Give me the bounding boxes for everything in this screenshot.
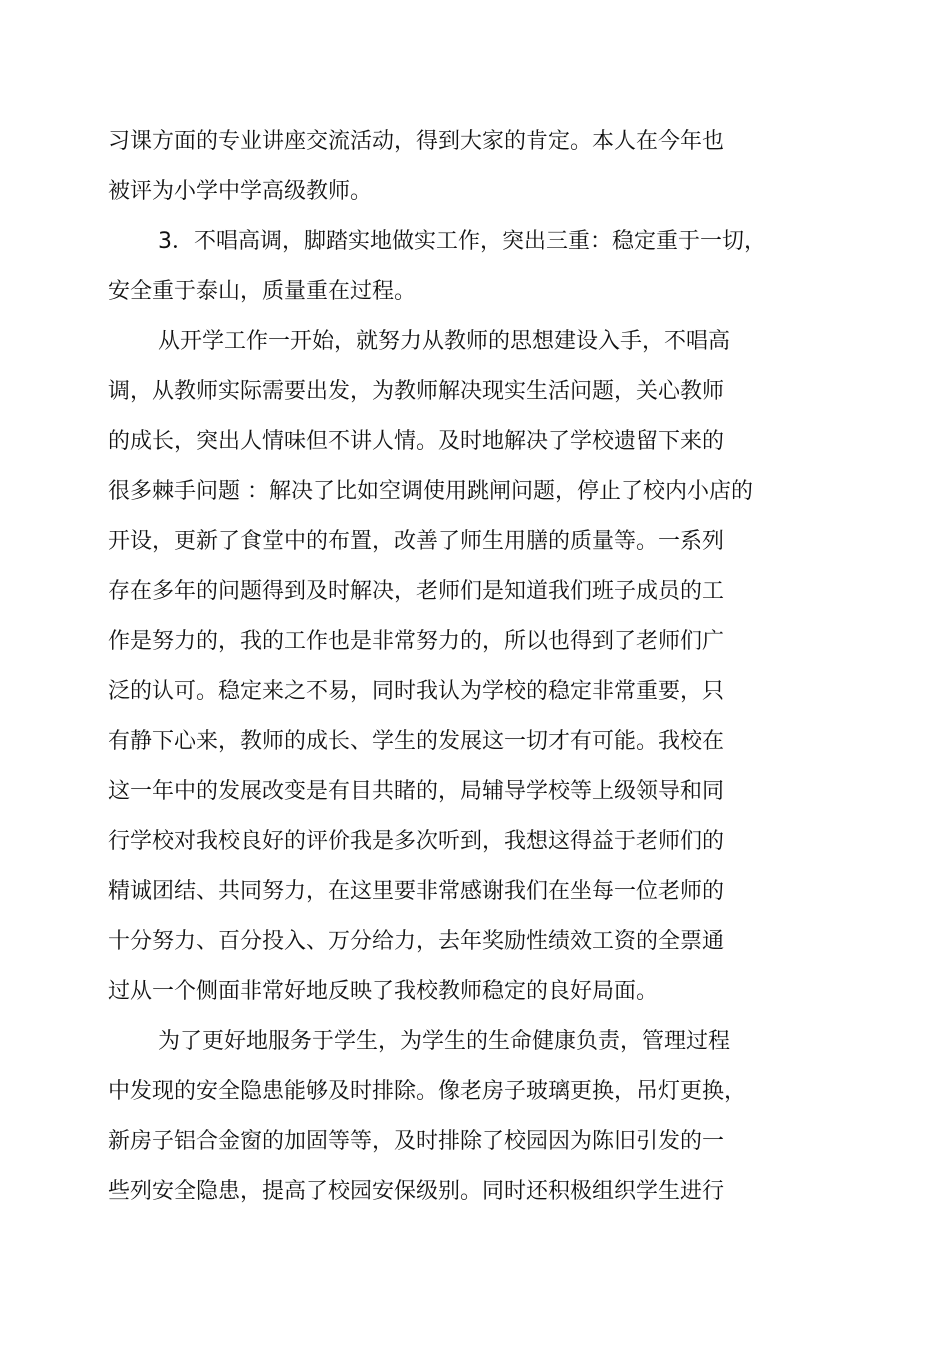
text-line: 安全重于泰山，质量重在过程。 xyxy=(108,279,417,304)
text-line: 行学校对我校良好的评价我是多次听到，我想这得益于老师们的 xyxy=(108,829,725,854)
text-line: 很多棘手问题 ：解决了比如空调使用跳闸问题，停止了校内小店的 xyxy=(108,479,753,504)
text-line: 被评为小学中学高级教师。 xyxy=(108,179,373,204)
text-line: 十分努力、百分投入、万分给力，去年奖励性绩效工资的全票通 xyxy=(108,929,725,954)
text-line: 精诚团结、共同努力，在这里要非常感谢我们在坐每一位老师的 xyxy=(108,879,725,904)
text-line: 为了更好地服务于学生，为学生的生命健康负责，管理过程 xyxy=(158,1029,731,1054)
text-line: 新房子铝合金窗的加固等等，及时排除了校园因为陈旧引发的一 xyxy=(108,1129,725,1154)
text-line: 些列安全隐患，提高了校园安保级别。同时还积极组织学生进行 xyxy=(108,1179,725,1204)
text-line: 存在多年的问题得到及时解决，老师们是知道我们班子成员的工 xyxy=(108,579,725,604)
text-line: 的成长，突出人情味但不讲人情。及时地解决了学校遗留下来的 xyxy=(108,429,725,454)
text-line: 中发现的安全隐患能够及时排除。像老房子玻璃更换，吊灯更换， xyxy=(108,1079,747,1104)
text-line: 从开学工作一开始，就努力从教师的思想建设入手，不唱高 xyxy=(158,329,731,354)
text-line: 泛的认可。稳定来之不易，同时我认为学校的稳定非常重要，只 xyxy=(108,679,725,704)
text-line: 作是努力的，我的工作也是非常努力的，所以也得到了老师们广 xyxy=(108,629,725,654)
text-line: 开设，更新了食堂中的布置，改善了师生用膳的质量等。一系列 xyxy=(108,529,725,554)
text-line: 调，从教师实际需要出发，为教师解决现实生活问题，关心教师 xyxy=(108,379,725,404)
text-line: 习课方面的专业讲座交流活动，得到大家的肯定。本人在今年也 xyxy=(108,129,725,154)
text-line: 3．不唱高调，脚踏实地做实工作，突出三重：稳定重于一切， xyxy=(158,229,766,254)
text-line: 这一年中的发展改变是有目共睹的，局辅导学校等上级领导和同 xyxy=(108,779,725,804)
text-line: 有静下心来，教师的成长、学生的发展这一切才有可能。我校在 xyxy=(108,729,725,754)
text-line: 过从一个侧面非常好地反映了我校教师稳定的良好局面。 xyxy=(108,979,659,1004)
